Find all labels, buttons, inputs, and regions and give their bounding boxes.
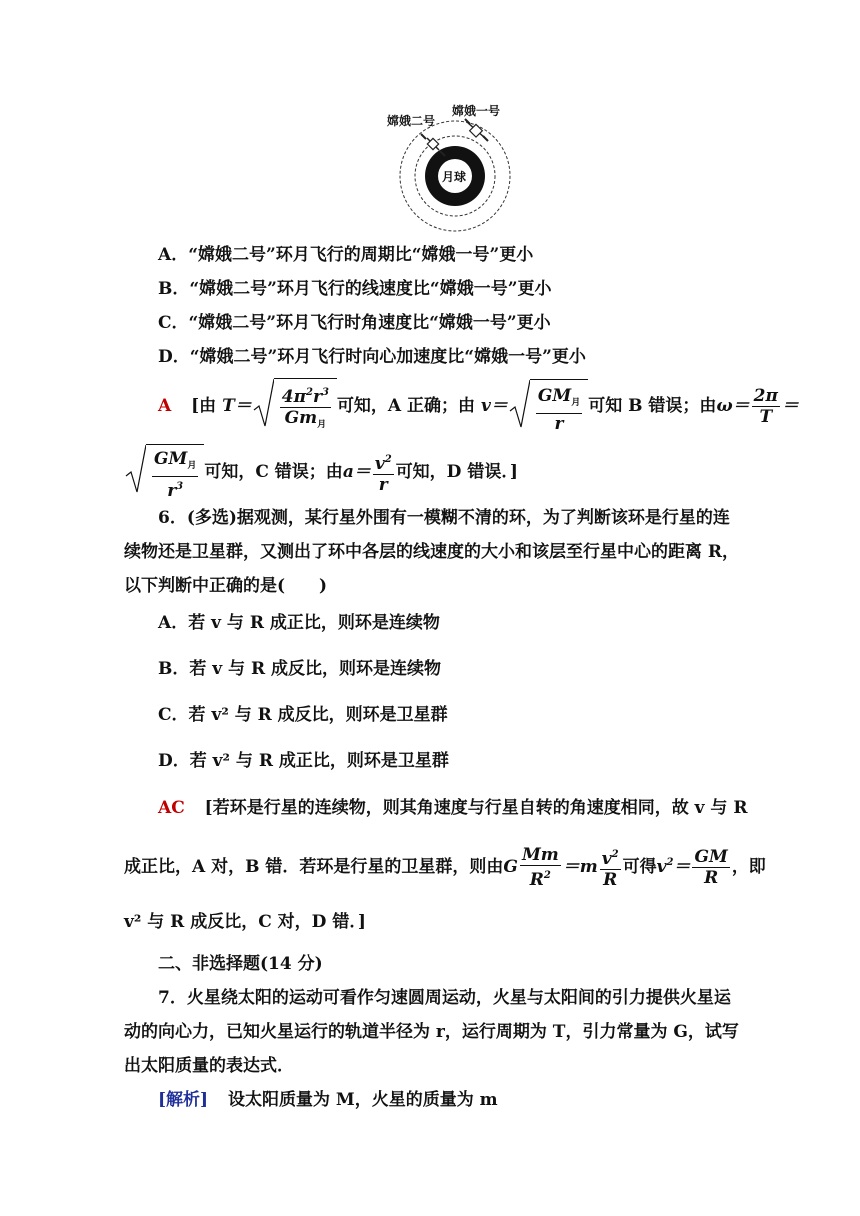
q6-stem-line2: 续物还是卫星群，又测出了环中各层的线速度的大小和该层至行星中心的距离 R， [124, 542, 740, 562]
formula-T: T＝ [222, 396, 252, 416]
q7-stem-line3: 出太阳质量的表达式． [124, 1056, 294, 1076]
formula-v2: $v^2=$ $\frac{GM}{R}$ [656, 847, 728, 888]
formula-gravity: G $\frac{Mm}{R^2}$ ＝m $\frac{v^2}{R}$ [503, 845, 619, 890]
q5-option-d: D．“嫦娥二号”环月飞行时向心加速度比“嫦娥一号”更小 [158, 347, 586, 367]
q6-exp-text-c: 可得 [622, 857, 657, 877]
q7-stem-line1: 7．火星绕太阳的运动可看作匀速圆周运动，火星与太阳间的引力提供火星运 [158, 988, 731, 1008]
q6-option-c: C．若 v² 与 R 成反比，则环是卫星群 [158, 705, 448, 725]
q6-option-b: B．若 v 与 R 成反比，则环是连续物 [158, 659, 442, 679]
q6-exp-text-a: [若环是行星的连续物，则其角速度与行星自转的角速度相同，故 v 与 R [204, 798, 748, 818]
moon-label: 月球 [442, 170, 467, 184]
q5-exp-text-d: 可知，C 错误；由 [204, 462, 343, 482]
q5-exp-text-e: 可知，D 错误．] [395, 462, 518, 482]
q5-explanation-line1 [158, 378, 799, 435]
formula-a: a＝ $\frac{v^2}{r}$ [343, 462, 396, 482]
q6-explanation-line2 [124, 838, 766, 892]
q5-explanation-line2 [124, 444, 518, 501]
formula-omega: ω＝ $\frac{2\pi}{T}$ ＝ [716, 386, 799, 427]
analysis-text: 设太阳质量为 M，火星的质量为 m [228, 1090, 498, 1110]
q6-option-d: D．若 v² 与 R 成正比，则环是卫星群 [158, 751, 449, 771]
q6-answer: AC [158, 798, 185, 818]
q6-exp-text-d: ，即 [731, 857, 766, 877]
q6-explanation-line1 [158, 797, 747, 819]
q7-analysis-line [158, 1089, 498, 1111]
q6-option-a: A．若 v 与 R 成正比，则环是连续物 [158, 613, 440, 633]
q6-exp-text-b: 成正比，A 对，B 错．若环是行星的卫星群，则由 [124, 857, 504, 877]
q7-stem-line2: 动的向心力，已知火星运行的轨道半径为 r，运行周期为 T，引力常量为 G，试写 [124, 1022, 739, 1042]
q6-explanation-line3: v² 与 R 成反比，C 对，D 错．] [124, 912, 366, 932]
label-change1: 嫦娥一号 [452, 104, 501, 118]
q5-option-c: C．“嫦娥二号”环月飞行时角速度比“嫦娥一号”更小 [158, 313, 551, 333]
q6-stem-line1: 6．(多选)据观测，某行星外围有一模糊不清的环，为了判断该环是行星的连 [158, 508, 730, 528]
q5-option-a: A．“嫦娥二号”环月飞行的周期比“嫦娥一号”更小 [158, 245, 534, 265]
sqrt-velocity: $\frac{GM_月}{r}$ [508, 379, 588, 434]
q5-exp-text-c: 可知 B 错误；由 [588, 396, 717, 416]
label-change2: 嫦娥二号 [387, 114, 436, 128]
change2-satellite-icon [421, 134, 445, 156]
q5-exp-text-a: [由 [191, 396, 217, 416]
q5-exp-text-b: 可知，A 正确；由 [336, 396, 476, 416]
analysis-tag: [解析] [158, 1090, 209, 1110]
formula-v: v＝ [480, 396, 508, 416]
section-heading: 二、非选择题(14 分) [158, 954, 323, 974]
sqrt-omega: $\frac{GM_月}{r^3}$ [124, 444, 204, 501]
q5-answer: A [158, 396, 172, 416]
q5-option-b: B．“嫦娥二号”环月飞行的线速度比“嫦娥一号”更小 [158, 279, 552, 299]
q6-stem-line3: 以下判断中正确的是( ) [124, 576, 328, 596]
sqrt-period: $\frac{4\pi^2r^3}{Gm_月}$ [252, 378, 337, 435]
